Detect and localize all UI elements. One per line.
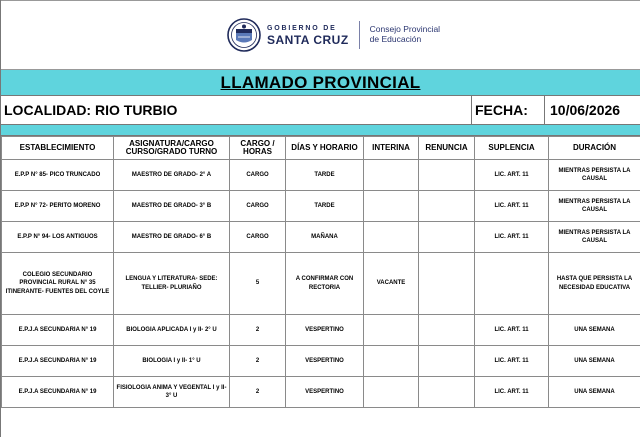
consejo-line-1: Consejo Provincial xyxy=(369,24,441,35)
consejo-name xyxy=(370,25,440,45)
table-row xyxy=(2,253,640,315)
cell-duracion: HASTA QUE PERSISTA LA NECESIDAD EDUCATIVA xyxy=(549,253,640,315)
cell-cargo: CARGO xyxy=(230,222,286,253)
table-row xyxy=(2,315,640,346)
positions-table xyxy=(1,136,640,408)
localidad-label: LOCALIDAD: RIO TURBIO xyxy=(4,102,178,118)
cell-cargo: 2 xyxy=(230,377,286,408)
separator-band xyxy=(1,125,640,136)
col-suplencia: SUPLENCIA xyxy=(475,137,549,160)
cell-suplencia: LIC. ART. 11 xyxy=(475,315,549,346)
table-header-row xyxy=(2,137,640,160)
cell-duracion: MIENTRAS PERSISTA LA CAUSAL xyxy=(549,191,640,222)
cell-cargo: 2 xyxy=(230,346,286,377)
table-row xyxy=(2,377,640,408)
cell-interina xyxy=(364,222,419,253)
document-title: LLAMADO PROVINCIAL xyxy=(220,72,421,92)
cell-asignatura: BIOLOGIA I y II- 1° U xyxy=(114,346,230,377)
cell-suplencia: LIC. ART. 11 xyxy=(475,191,549,222)
table-row xyxy=(2,346,640,377)
col-interina: INTERINA xyxy=(364,137,419,160)
fecha-divider-left xyxy=(471,96,472,124)
cell-duracion: UNA SEMANA xyxy=(549,315,640,346)
government-logo xyxy=(227,15,440,55)
cell-dias: A CONFIRMAR CON RECTORIA xyxy=(286,253,364,315)
cell-asignatura: MAESTRO DE GRADO- 6° B xyxy=(114,222,230,253)
cell-renuncia xyxy=(419,315,475,346)
cell-renuncia xyxy=(419,222,475,253)
cell-dias: VESPERTINO xyxy=(286,346,364,377)
cell-cargo: CARGO xyxy=(230,191,286,222)
cell-dias: VESPERTINO xyxy=(286,377,364,408)
cell-establecimiento: E.P.P N° 85- PICO TRUNCADO xyxy=(2,160,114,191)
cell-dias: TARDE xyxy=(286,191,364,222)
fecha-divider xyxy=(544,96,545,124)
cell-establecimiento: E.P.J.A SECUNDARIA N° 19 xyxy=(2,346,114,377)
cell-establecimiento: E.P.P N° 72- PERITO MORENO xyxy=(2,191,114,222)
cell-dias: MAÑANA xyxy=(286,222,364,253)
consejo-line-2: de Educación xyxy=(369,34,422,44)
cell-renuncia xyxy=(419,191,475,222)
cell-renuncia xyxy=(419,377,475,408)
cell-dias: TARDE xyxy=(286,160,364,191)
cell-establecimiento: COLEGIO SECUNDARIO PROVINCIAL RURAL N° 35 ITINERANTE- FUENTES DEL COYLE xyxy=(2,253,114,315)
cell-interina xyxy=(364,346,419,377)
cell-interina xyxy=(364,160,419,191)
cell-suplencia xyxy=(475,253,549,315)
cell-interina xyxy=(364,377,419,408)
fecha-value: 10/06/2026 xyxy=(550,102,621,118)
cell-cargo: 2 xyxy=(230,315,286,346)
col-renuncia: RENUNCIA xyxy=(419,137,475,160)
title-band xyxy=(1,70,640,96)
document-header xyxy=(1,0,640,70)
gobierno-big-text: SANTA CRUZ xyxy=(267,32,349,47)
cell-cargo: 5 xyxy=(230,253,286,315)
gobierno-small-text: GOBIERNO DE xyxy=(267,24,337,32)
cell-interina: VACANTE xyxy=(364,253,419,315)
cell-suplencia: LIC. ART. 11 xyxy=(475,160,549,191)
cell-asignatura: MAESTRO DE GRADO- 3° B xyxy=(114,191,230,222)
cell-establecimiento: E.P.J.A SECUNDARIA N° 19 xyxy=(2,315,114,346)
cell-asignatura: BIOLOGIA APLICADA I y II- 2° U xyxy=(114,315,230,346)
logo-divider xyxy=(359,21,360,49)
cell-suplencia: LIC. ART. 11 xyxy=(475,222,549,253)
cell-interina xyxy=(364,315,419,346)
cell-establecimiento: E.P.P N° 94- LOS ANTIGUOS xyxy=(2,222,114,253)
cell-duracion: MIENTRAS PERSISTA LA CAUSAL xyxy=(549,222,640,253)
col-dias-horario: DÍAS Y HORARIO xyxy=(286,137,364,160)
cell-duracion: MIENTRAS PERSISTA LA CAUSAL xyxy=(549,160,640,191)
localidad-row xyxy=(1,96,640,125)
cell-renuncia xyxy=(419,253,475,315)
col-duracion: DURACIÓN xyxy=(549,137,640,160)
cell-renuncia xyxy=(419,160,475,191)
cell-asignatura: MAESTRO DE GRADO- 2° A xyxy=(114,160,230,191)
cell-cargo: CARGO xyxy=(230,160,286,191)
table-row xyxy=(2,191,640,222)
cell-suplencia: LIC. ART. 11 xyxy=(475,346,549,377)
col-asignatura: ASIGNATURA/CARGO CURSO/GRADO TURNO xyxy=(114,137,230,160)
cell-asignatura: LENGUA Y LITERATURA- SEDE: TELLIER- PLURIAÑO xyxy=(114,253,230,315)
cell-asignatura: FISIOLOGIA ANIMA Y VEGENTAL I y II- 3° U xyxy=(114,377,230,408)
cell-duracion: UNA SEMANA xyxy=(549,346,640,377)
cell-duracion: UNA SEMANA xyxy=(549,377,640,408)
cell-interina xyxy=(364,191,419,222)
cell-establecimiento: E.P.J.A SECUNDARIA N° 19 xyxy=(2,377,114,408)
col-cargo-horas: CARGO / HORAS xyxy=(230,137,286,160)
table-row xyxy=(2,222,640,253)
col-establecimiento: ESTABLECIMIENTO xyxy=(2,137,114,160)
cell-renuncia xyxy=(419,346,475,377)
fecha-label: FECHA: xyxy=(475,102,528,118)
table-row xyxy=(2,160,640,191)
cell-dias: VESPERTINO xyxy=(286,315,364,346)
province-seal-icon xyxy=(227,18,261,52)
cell-suplencia: LIC. ART. 11 xyxy=(475,377,549,408)
